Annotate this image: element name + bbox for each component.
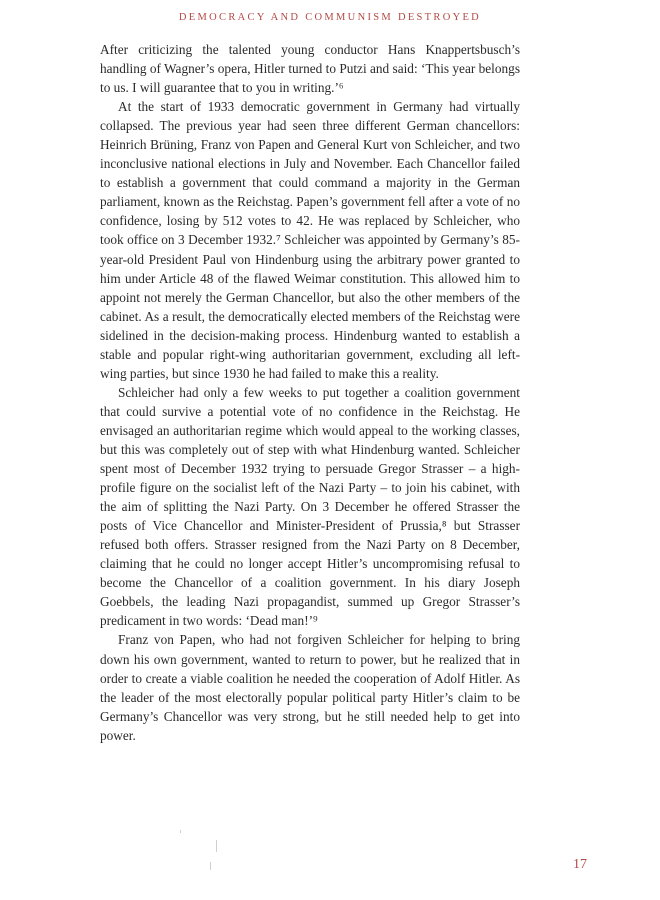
page-number: 17 <box>573 857 587 872</box>
body-text <box>100 40 520 745</box>
paragraph-3: Schleicher had only a few weeks to put together a coalition government that could survive a potential vote of no confidence in the Reichstag. He envisaged an authoritarian regime which would appeal to the working classes, but this was completely out of step with what Hindenburg wanted. Schleicher spent most of December 1932 trying to persuade Gregor Strasser – a high-profile figure on the socialist left of the Nazi Party – to join his cabinet, with the aim of splitting the Nazi Party. On 3 December he offered Strasser the posts of Vice Chancellor and Minister-President of Prussia,⁸ but Strasser refused both offers. Strasser resigned from the Nazi Party on 8 December, claiming that he could no longer accept Hitler’s uncompromising refusal to become the Chancellor of a coalition government. In his diary Joseph Goebbels, the leading Nazi propagandist, summed up Gregor Strasser’s predicament in two words: ‘Dead man!’⁹ <box>100 384 520 629</box>
paragraph-2: At the start of 1933 democratic government in Germany had virtually collapsed. The previous year had seen three different German chancellors: Heinrich Brüning, Franz von Papen and General Kurt von Schleicher, and two inconclusive national elections in July and November. Each Chancellor failed to establish a government that could command a majority in the German parliament, known as the Reichstag. Papen’s government fell after a vote of no confidence, losing by 512 votes to 42. He was replaced by Schleicher, who took office on 3 December 1932.⁷ Schleicher was appointed by Germany’s 85-year-old President Paul von Hindenburg using the arbitrary power granted to him under Article 48 of the flawed Weimar constitution. This allowed him to appoint not merely the German Chancellor, but also the other members of the cabinet. As a result, the democratically elected members of the Reichstag were sidelined in the decision-making process. Hindenburg wanted to establish a stable and popular right-wing authoritarian government, excluding all left-wing parties, but since 1930 he had failed to make this a reality. <box>100 99 520 381</box>
scan-mark <box>180 830 181 833</box>
paragraph-4: Franz von Papen, who had not forgiven Schleicher for helping to bring down his own government, wanted to return to power, but he realized that in order to create a viable coalition he needed the cooperation of Adolf Hitler. As the leader of the most electorally popular political party Hitler’s claim to be Germany’s Chancellor was very strong, but he still needed help to get into power. <box>100 632 520 743</box>
scan-mark <box>210 862 211 870</box>
paragraph-1: After criticizing the talented young conductor Hans Knappertsbusch’s handling of Wagner’s opera, Hitler turned to Putzi and said: ‘This year belongs to us. I will guarantee that to you in writing.’⁶ <box>100 42 520 96</box>
running-head: DEMOCRACY AND COMMUNISM DESTROYED <box>178 12 482 23</box>
scan-mark <box>216 840 217 852</box>
